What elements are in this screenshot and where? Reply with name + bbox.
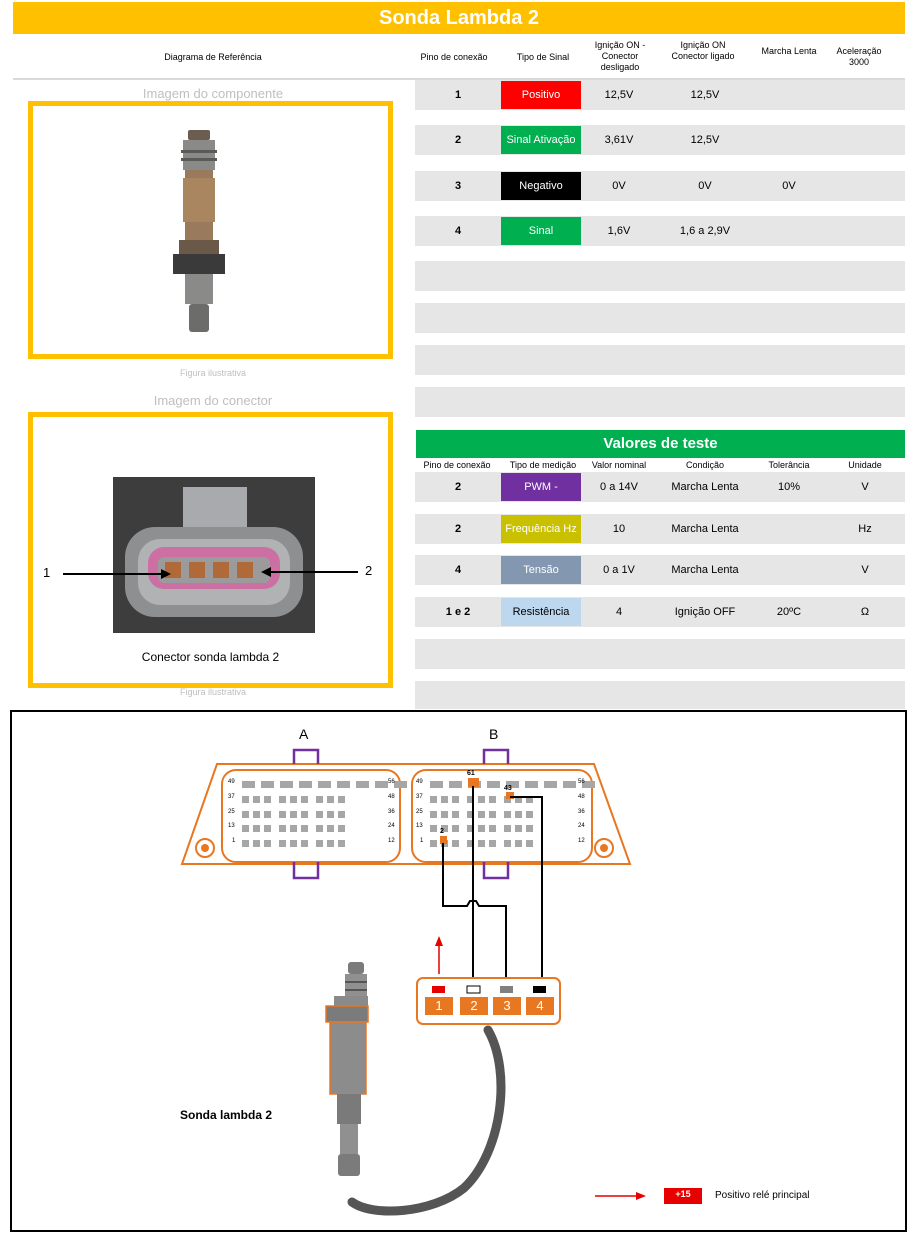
test-condition: Marcha Lenta <box>671 481 739 493</box>
test-condition: Marcha Lenta <box>671 564 739 576</box>
legend-text: Positivo relé principal <box>715 1190 810 1201</box>
test-pin: 1 e 2 <box>445 606 471 618</box>
test-condition: Ignição OFF <box>674 606 736 618</box>
header-ign-on-disconnected: Ignição ON - Conector desligado <box>594 40 646 72</box>
connector-label: Conector sonda lambda 2 <box>141 650 280 664</box>
value-ign-on-connected: 12,5V <box>690 134 720 146</box>
ecu-wiring-svg <box>12 712 905 1230</box>
pin-2-label: 2 <box>440 828 444 835</box>
ecu-pin <box>316 840 323 847</box>
component-image-caption: Figura ilustrativa <box>179 368 247 378</box>
lambda-sensor-drawing <box>326 962 368 1176</box>
test-header-type: Tipo de medição <box>509 460 577 470</box>
connector-b-right-label: 36 <box>578 809 585 815</box>
ecu-pin <box>261 781 274 788</box>
ecu-pin <box>279 796 286 803</box>
test-condition: Marcha Lenta <box>671 523 739 535</box>
ecu-pin <box>242 811 249 818</box>
ecu-pin <box>264 840 271 847</box>
ecu-pin <box>253 840 260 847</box>
ecu-pin <box>316 796 323 803</box>
ecu-pin <box>441 811 448 818</box>
connector-photo <box>33 417 388 683</box>
ecu-pin <box>430 825 437 832</box>
page-title: Sonda Lambda 2 <box>13 2 905 34</box>
ecu-pin <box>489 840 496 847</box>
ecu-pin <box>242 825 249 832</box>
connector-b-right-label: 24 <box>578 823 585 829</box>
ecu-pin <box>338 840 345 847</box>
connector-b-right-label: 12 <box>578 838 585 844</box>
connector-b-right-label: 48 <box>578 794 585 800</box>
pin-61-label: 61 <box>467 770 475 777</box>
ecu-pin <box>253 811 260 818</box>
ecu-pin <box>430 811 437 818</box>
ecu-pin <box>356 781 369 788</box>
measure-badge-resistance: Resistência <box>501 598 581 626</box>
ecu-pin <box>264 825 271 832</box>
ecu-pin <box>515 840 522 847</box>
ecu-pin <box>316 825 323 832</box>
ecu-pin <box>327 811 334 818</box>
lambda-sensor-image <box>33 106 388 354</box>
test-unit: Hz <box>858 523 872 535</box>
wiring-diagram <box>10 710 907 1232</box>
empty-row <box>415 387 905 417</box>
pin-number: 1 <box>454 89 462 101</box>
connector-b-left-label: 25 <box>416 809 423 815</box>
connector-b-left-label: 13 <box>416 823 423 829</box>
ecu-pin <box>452 811 459 818</box>
ecu-pin <box>430 796 437 803</box>
signal-badge-sinal-ativacao: Sinal Ativação <box>501 126 581 154</box>
value-ign-on-disconnected: 1,6V <box>607 225 631 237</box>
ecu-pin <box>264 796 271 803</box>
connector-a-right-label: 24 <box>388 823 395 829</box>
ecu-pin <box>253 796 260 803</box>
connector-a-right-label: 36 <box>388 809 395 815</box>
ecu-pin <box>316 811 323 818</box>
ecu-pin <box>290 796 297 803</box>
ecu-pin <box>301 811 308 818</box>
header-pin: Pino de conexão <box>420 52 488 62</box>
ecu-pin <box>563 781 576 788</box>
test-unit: Ω <box>860 606 870 618</box>
test-header-condition: Condição <box>685 460 725 470</box>
pin-number: 4 <box>454 225 462 237</box>
pin-number: 2 <box>454 134 462 146</box>
empty-row <box>415 345 905 375</box>
ecu-pin <box>452 840 459 847</box>
pin-43-label: 43 <box>504 785 512 792</box>
ecu-pin <box>253 825 260 832</box>
ecu-pin <box>478 811 485 818</box>
sensor-label: Sonda lambda 2 <box>180 1108 273 1122</box>
measure-badge-pwm: PWM - <box>501 473 581 501</box>
connector-b-left-label: 37 <box>416 794 423 800</box>
ecu-pin <box>318 781 331 788</box>
connector-a-right-label: 12 <box>388 838 395 844</box>
component-image-frame <box>28 101 393 359</box>
ecu-pin <box>290 811 297 818</box>
ecu-pin <box>338 825 345 832</box>
connector-arrow-left-label: 1 <box>43 565 51 580</box>
connector-image-title: Imagem do conector <box>153 393 273 408</box>
test-nominal: 4 <box>615 606 623 618</box>
test-pin: 2 <box>454 481 462 493</box>
ecu-pin <box>487 781 500 788</box>
connector-b-left-label: 49 <box>416 779 423 785</box>
header-signal-type: Tipo de Sinal <box>516 52 570 62</box>
signal-badge-sinal: Sinal <box>501 217 581 245</box>
ecu-pin <box>242 781 255 788</box>
ecu-pin <box>264 811 271 818</box>
ecu-pin <box>242 796 249 803</box>
header-accel: Aceleração 3000 <box>836 46 882 67</box>
connector-a-left-label: 13 <box>228 823 235 829</box>
connector-a-label: A <box>299 726 309 742</box>
ecu-pin <box>544 781 557 788</box>
ecu-pin <box>430 781 443 788</box>
test-unit: V <box>861 481 869 493</box>
test-nominal: 0 a 1V <box>603 564 635 576</box>
ecu-pin <box>375 781 388 788</box>
ecu-pin <box>526 811 533 818</box>
ecu-pin <box>515 825 522 832</box>
ecu-pin <box>489 796 496 803</box>
ecu-pin <box>338 811 345 818</box>
measure-badge-frequency: Frequência Hz <box>501 515 581 543</box>
ecu-pin <box>301 840 308 847</box>
test-header-pin: Pino de conexão <box>423 460 491 470</box>
measure-badge-voltage: Tensão <box>501 556 581 584</box>
value-ign-on-disconnected: 12,5V <box>604 89 634 101</box>
plug-pin-label: 3 <box>503 998 511 1013</box>
empty-row <box>415 261 905 291</box>
connector-a-right-label: 56 <box>388 779 395 785</box>
ecu-pin <box>327 796 334 803</box>
ecu-pin <box>299 781 312 788</box>
ecu-pin <box>504 840 511 847</box>
value-ign-on-connected: 1,6 a 2,9V <box>679 225 731 237</box>
value-ign-on-disconnected: 3,61V <box>604 134 634 146</box>
ecu-pin <box>449 781 462 788</box>
ecu-pin <box>242 840 249 847</box>
signal-badge-negativo: Negativo <box>501 172 581 200</box>
ecu-pin <box>504 825 511 832</box>
connector-a-left-label: 37 <box>228 794 235 800</box>
value-ign-on-connected: 12,5V <box>690 89 720 101</box>
value-idle: 0V <box>782 180 796 192</box>
signal-badge-positivo: Positivo <box>501 81 581 109</box>
plug-pin-label: 1 <box>435 998 443 1013</box>
connector-a-left-label: 25 <box>228 809 235 815</box>
connector-b-right-label: 56 <box>578 779 585 785</box>
component-image-title: Imagem do componente <box>142 86 284 101</box>
test-unit: V <box>861 564 869 576</box>
test-header-unit: Unidade <box>848 460 882 470</box>
test-header-nominal: Valor nominal <box>591 460 647 470</box>
test-tolerance: 20ºC <box>776 606 802 618</box>
ecu-pin <box>452 825 459 832</box>
header-idle: Marcha Lenta <box>761 46 817 56</box>
legend-badge: +15 <box>675 1189 691 1199</box>
ecu-pin <box>338 796 345 803</box>
ecu-pin <box>279 825 286 832</box>
ecu-pin <box>478 825 485 832</box>
header-ign-on-connected: Ignição ON Conector ligado <box>671 40 735 61</box>
ecu-pin <box>526 840 533 847</box>
ecu-pin <box>280 781 293 788</box>
ecu-pin <box>327 825 334 832</box>
test-values-title: Valores de teste <box>416 430 905 458</box>
test-header-tolerance: Tolerância <box>768 460 810 470</box>
empty-row <box>415 303 905 333</box>
header-diagram: Diagrama de Referência <box>164 52 262 62</box>
connector-a-right-label: 48 <box>388 794 395 800</box>
ecu-pin <box>290 825 297 832</box>
ecu-pin <box>301 825 308 832</box>
test-pin: 4 <box>454 564 462 576</box>
test-nominal: 10 <box>612 523 626 535</box>
ecu-pin <box>441 796 448 803</box>
ecu-pin <box>526 825 533 832</box>
plug-pin-label: 2 <box>470 998 478 1013</box>
ecu-pin <box>301 796 308 803</box>
ecu-pin <box>478 796 485 803</box>
empty-row <box>415 639 905 669</box>
connector-a-left-label: 49 <box>228 779 235 785</box>
ecu-pin <box>515 811 522 818</box>
connector-image-frame <box>28 412 393 688</box>
ecu-pin <box>430 840 437 847</box>
ecu-pin <box>489 811 496 818</box>
ecu-pin <box>327 840 334 847</box>
empty-row <box>415 681 905 709</box>
ecu-pin <box>290 840 297 847</box>
test-tolerance: 10% <box>777 481 801 493</box>
ecu-pin <box>525 781 538 788</box>
connector-arrow-right-label: 2 <box>365 563 373 578</box>
ecu-pin <box>478 840 485 847</box>
ecu-pin <box>394 781 407 788</box>
ecu-pin <box>504 811 511 818</box>
value-ign-on-connected: 0V <box>698 180 712 192</box>
connector-a-left-label: 1 <box>232 838 236 844</box>
ecu-pin <box>279 840 286 847</box>
connector-b-label: B <box>489 726 499 742</box>
value-ign-on-disconnected: 0V <box>612 180 626 192</box>
test-nominal: 0 a 14V <box>600 481 638 493</box>
connector-image-caption: Figura ilustrativa <box>179 687 247 697</box>
ecu-pin <box>279 811 286 818</box>
connector-b-left-label: 1 <box>420 838 424 844</box>
plug-pin-label: 4 <box>536 998 544 1013</box>
ecu-pin <box>337 781 350 788</box>
test-pin: 2 <box>454 523 462 535</box>
ecu-pin <box>452 796 459 803</box>
pin-number: 3 <box>454 180 462 192</box>
reference-sheet <box>13 2 905 709</box>
ecu-pin <box>489 825 496 832</box>
